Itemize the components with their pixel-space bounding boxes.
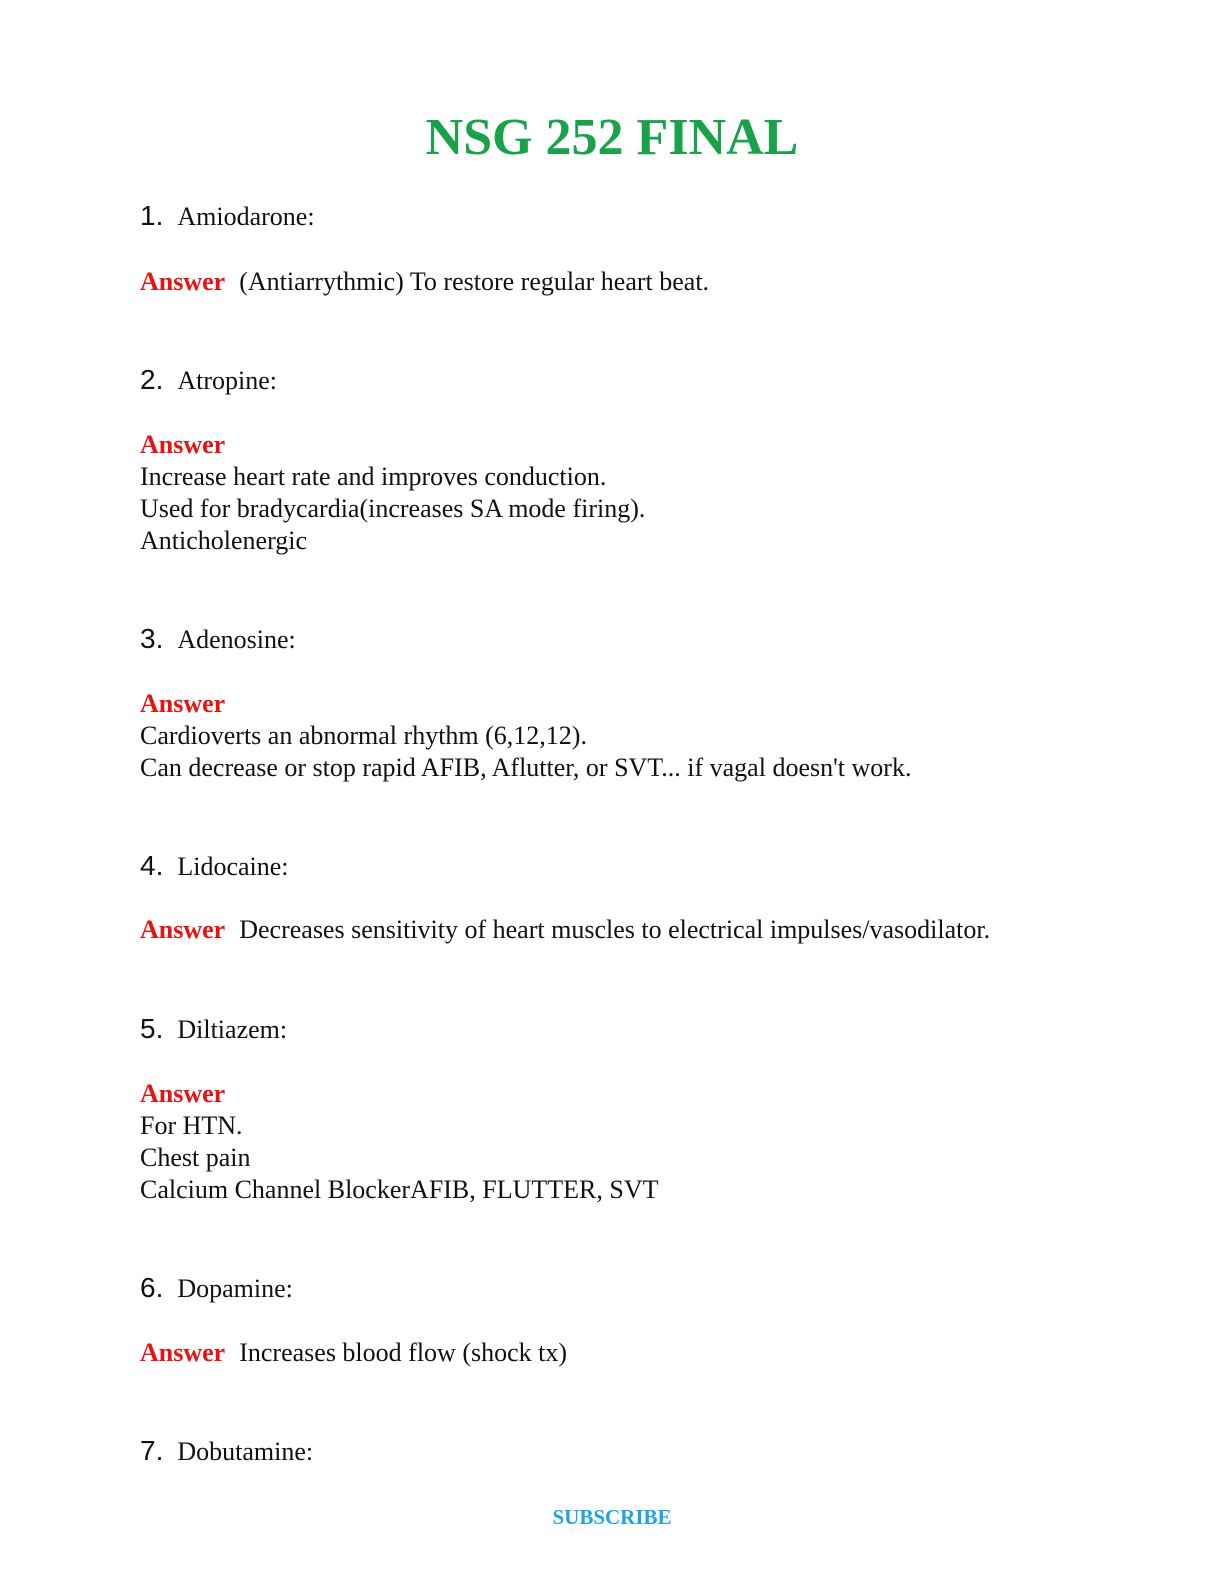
question-number: 3. <box>140 623 164 654</box>
subscribe-link[interactable]: SUBSCRIBE <box>552 1505 672 1529</box>
answer-label: Answer <box>140 1338 226 1367</box>
page-title: NSG 252 FINAL <box>425 109 799 166</box>
answer-text: Decreases sensitivity of heart muscles to electrical impulses/vasodilator. <box>239 915 991 944</box>
question-6 <box>140 1272 293 1305</box>
answer-6 <box>140 1337 567 1369</box>
answer-text: Increases blood flow (shock tx) <box>239 1338 568 1367</box>
answer-line: Calcium Channel BlockerAFIB, FLUTTER, SVT <box>140 1175 659 1204</box>
answer-line: Used for bradycardia(increases SA mode firing). <box>140 494 646 523</box>
question-term: Amiodarone: <box>177 202 315 231</box>
question-term: Dobutamine: <box>177 1437 314 1466</box>
question-2 <box>140 364 277 397</box>
question-4 <box>140 850 289 883</box>
question-7 <box>140 1435 313 1468</box>
question-number: 5. <box>140 1013 164 1044</box>
question-number: 6. <box>140 1272 164 1303</box>
question-number: 4. <box>140 850 164 881</box>
question-term: Atropine: <box>177 366 278 395</box>
question-term: Adenosine: <box>177 625 296 654</box>
question-number: 1. <box>140 200 164 231</box>
question-number: 7. <box>140 1435 164 1466</box>
answer-label: Answer <box>140 689 226 718</box>
question-term: Dopamine: <box>177 1274 293 1303</box>
answer-line: Chest pain <box>140 1143 251 1172</box>
answer-3 <box>140 688 911 784</box>
question-term: Lidocaine: <box>177 852 289 881</box>
answer-line: Can decrease or stop rapid AFIB, Aflutter, or SVT... if vagal doesn't work. <box>140 753 912 782</box>
question-term: Diltiazem: <box>177 1015 288 1044</box>
answer-line: For HTN. <box>140 1111 243 1140</box>
answer-line: Cardioverts an abnormal rhythm (6,12,12). <box>140 721 587 750</box>
answer-label: Answer <box>140 267 226 296</box>
question-3 <box>140 623 296 656</box>
answer-1 <box>140 266 709 298</box>
answer-label: Answer <box>140 430 226 459</box>
answer-label: Answer <box>140 915 226 944</box>
answer-line: Anticholenergic <box>140 526 308 555</box>
answer-line: Increase heart rate and improves conduction. <box>140 462 607 491</box>
answer-label: Answer <box>140 1079 226 1108</box>
answer-text: (Antiarrythmic) To restore regular heart beat. <box>239 267 710 296</box>
question-5 <box>140 1013 287 1046</box>
answer-5 <box>140 1078 659 1206</box>
answer-2 <box>140 429 645 557</box>
question-number: 2. <box>140 364 164 395</box>
question-1 <box>140 200 315 233</box>
answer-4 <box>140 914 990 946</box>
